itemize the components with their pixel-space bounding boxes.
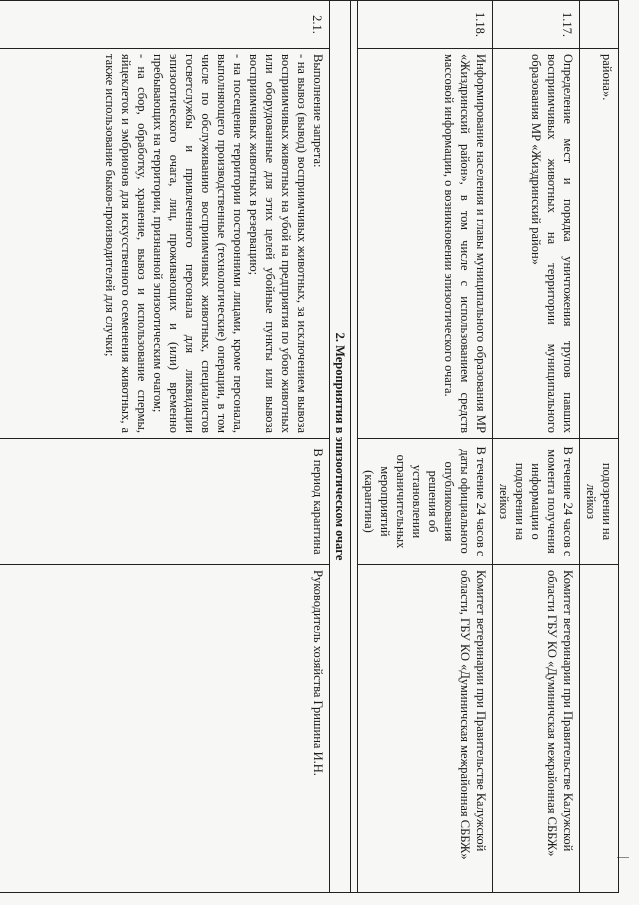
table-row (493, 1, 580, 893)
row-number (580, 1, 619, 49)
row-number: 1.18. (358, 1, 493, 49)
section-header-row (330, 1, 351, 893)
responsible-text: Комитет ветеринарии при Правительстве Калужской области ГБУ КО «Думиничская межрайонная СББЖ» (493, 565, 580, 893)
spacer-row (351, 1, 358, 893)
measure-item: - на вывоз (вывод) восприимчивых животных, за исключением вывоза восприимчивых животных на убой на предприятия по убою животных или оборудованные для этих целей убойные пункты или вывоза восприимчивых животных в резервацию; (247, 54, 309, 433)
row-number: 1.17. (493, 1, 580, 49)
measure-heading: Выполнение запрета: (311, 54, 325, 168)
table-row (580, 1, 619, 893)
table-row (0, 1, 330, 893)
term-text: подозрении на лейкоз (580, 439, 619, 565)
measure-text (0, 49, 330, 439)
responsible-text: Комитет ветеринарии при Правительстве Калужской области, ГБУ КО «Думиничская межрайонная СББЖ» (358, 565, 493, 893)
responsible-text (580, 565, 619, 893)
measure-item: - на сбор, обработку, хранение, вывоз и использование спермы, яйцеклеток и эмбрионов для искусственного осеменения животных, а также использование быков-производителей для случки; (103, 54, 149, 433)
table-row (358, 1, 493, 893)
term-text: В период карантина (0, 439, 330, 565)
term-text: В течение 24 часов с даты официального опубликования решения об установлении ограничительных мероприятий (карантина) (358, 439, 493, 565)
spacer-cell (351, 1, 358, 893)
measure-text: Информирование населения и главы муниципального образования МР «Жиздринский район», в том числе с использованием средств массовой информации, о возникновении эпизоотического очага. (358, 49, 493, 439)
measure-item: - на посещение территории посторонними лицами, кроме персонала, выполняющего производственные (технологические) операции, в том числе по обслуживанию восприимчивых животных, специалистов госветслужбы и привлеченного персонала для ликвидации эпизоотического очага, лиц, проживающих и (или) временно пребывающих на территории, признанной эпизоотическим очагом; (151, 54, 245, 433)
measure-text: района». (580, 49, 619, 439)
measure-text: Определение мест и порядка уничтожения трупов павших восприимчивых животных на территории муниципального образования МР «Жиздринский район» (493, 49, 580, 439)
row-number: 2.1. (0, 1, 330, 49)
responsible-text: Руководитель хозяйства Гришина И.Н. (0, 565, 330, 893)
term-text: В течение 24 часов с момента получения информации о подозрении на лейкоз (493, 439, 580, 565)
section-title: 2. Мероприятия в эпизоотическом очаге (330, 1, 351, 893)
